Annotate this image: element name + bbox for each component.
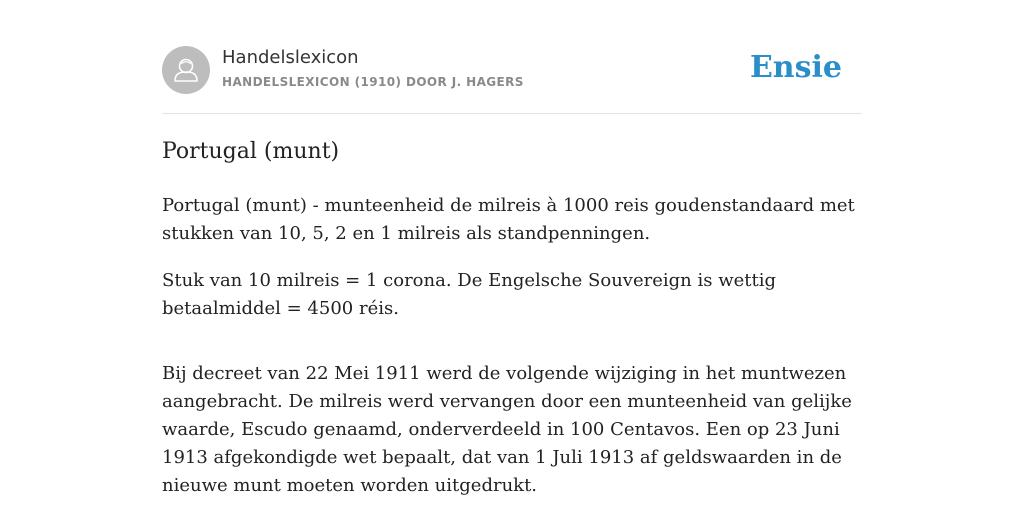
brand-logo[interactable]: Ensie	[749, 50, 842, 85]
author-source[interactable]: HANDELSLEXICON (1910) DOOR J. HAGERS	[222, 75, 524, 89]
article-paragraph: Portugal (munt) - munteenheid de milreis à 1000 reis goudenstandaard met stukken van 10, 5, 2 en 1 milreis als standpenningen.	[162, 195, 855, 244]
article-paragraph: Bij decreet van 22 Mei 1911 werd de volgende wijziging in het muntwezen aangebracht. De milreis werd vervangen door een munteenheid van gelijke waarde, Escudo genaamd, onderverdeeld in 100 Centavos. Een op 23 Juni 1913 afgekondigde wet bepaalt, dat van 1 Juli 1913 af geldswaarden in de nieuwe munt moeten worden uitgedrukt.	[162, 363, 852, 496]
header-divider	[162, 113, 862, 114]
author-name[interactable]: Handelslexicon	[222, 47, 359, 68]
article-header	[162, 46, 862, 114]
article-body	[162, 136, 862, 512]
user-icon	[162, 46, 210, 94]
author-avatar[interactable]	[162, 46, 210, 94]
article-paragraph: Stuk van 10 milreis = 1 corona. De Engelsche Souvereign is wettig betaalmiddel = 4500 réis.	[162, 270, 776, 319]
article-title: Portugal (munt)	[162, 139, 340, 164]
